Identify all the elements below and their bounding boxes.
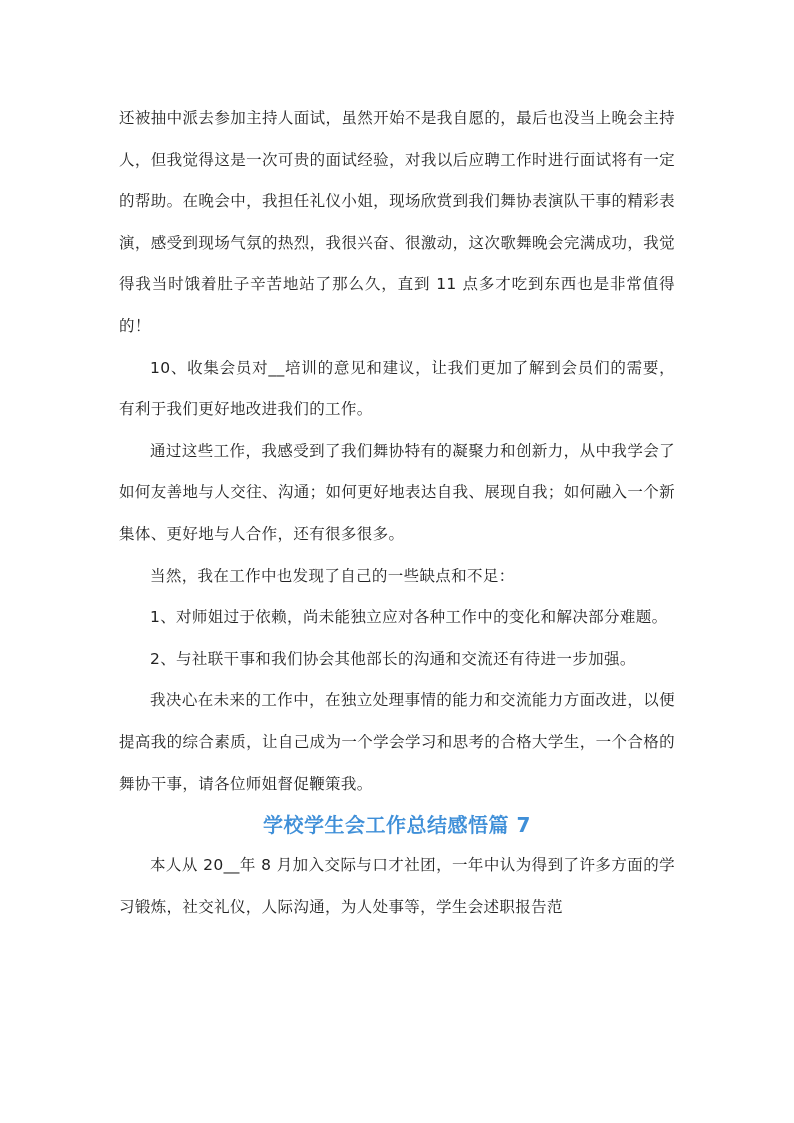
document-body (119, 98, 675, 928)
paragraph-shortcomings-intro: 当然，我在工作中也发现了自己的一些缺点和不足： (150, 566, 515, 585)
paragraph-shortcoming-2: 2、与社联干事和我们协会其他部长的沟通和交流还有待进一步加强。 (150, 649, 636, 668)
paragraph-section-7-intro: 本人从 20__年 8 月加入交际与口才社团，一年中认为得到了许多方面的学习锻炼，社交礼仪，人际沟通，为人处事等，学生会述职报告范 (119, 856, 675, 916)
paragraph-item-10: 10、收集会员对__培训的意见和建议，让我们更加了解到会员们的需要，有利于我们更好地改进我们的工作。 (119, 358, 675, 419)
paragraph-shortcoming-1: 1、对师姐过于依赖，尚未能独立应对各种工作中的变化和解决部分难题。 (150, 608, 668, 627)
paragraph-continued: 还被抽中派去参加主持人面试，虽然开始不是我自愿的，最后也没当上晚会主持人，但我觉得这是一次可贵的面试经验，对我以后应聘工作时进行面试将有一定的帮助。在晚会中，我担任礼仪小姐，现场欣赏到我们舞协表演队干事的精彩表演，感受到现场气氛的热烈，我很兴奋、很激动，这次歌舞晚会完满成功，我觉得我当时饿着肚子辛苦地站了那么久，直到 11 点多才吃到东西也是非常值得的！ (119, 109, 675, 335)
section-heading: 学校学生会工作总结感悟篇 7 (263, 813, 531, 838)
paragraph-resolution: 我决心在未来的工作中，在独立处理事情的能力和交流能力方面改进，以便提高我的综合素质，让自己成为一个学会学习和思考的合格大学生，一个合格的舞协干事，请各位师姐督促鞭策我。 (119, 691, 675, 793)
paragraph-reflection: 通过这些工作，我感受到了我们舞协特有的凝聚力和创新力，从中我学会了如何友善地与人交往、沟通；如何更好地表达自我、展现自我；如何融入一个新集体、更好地与人合作，还有很多很多。 (119, 441, 675, 543)
